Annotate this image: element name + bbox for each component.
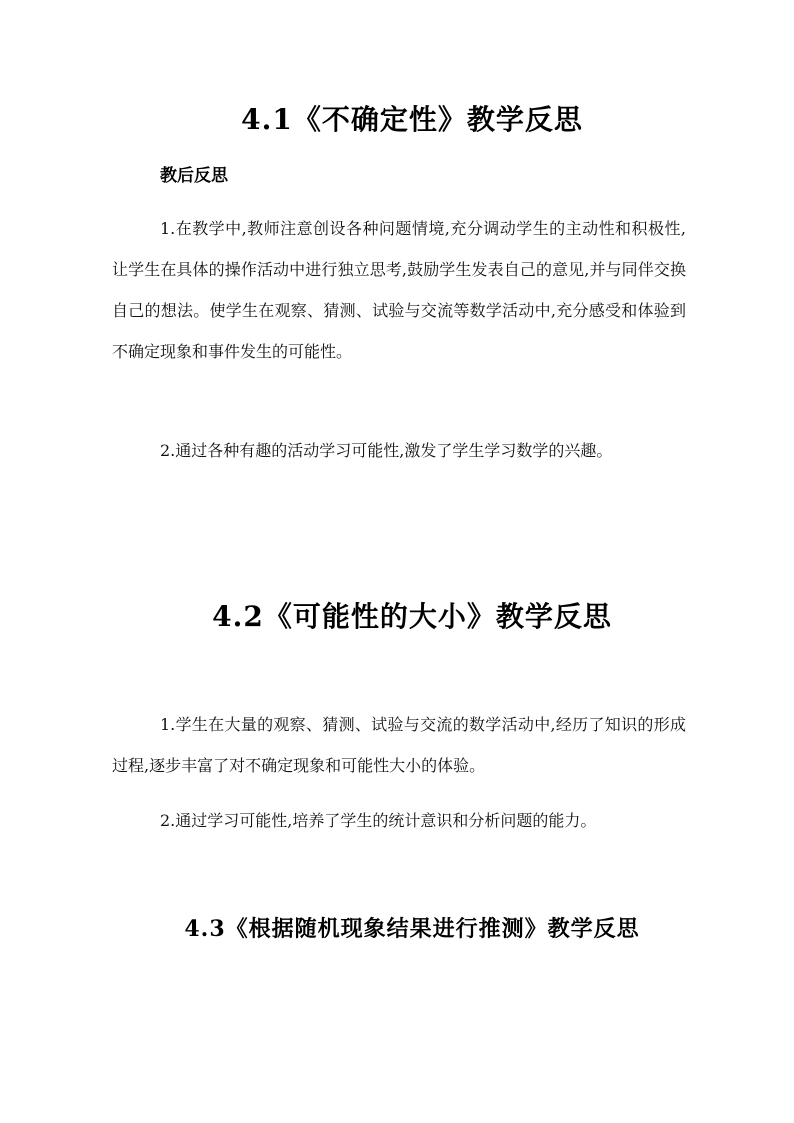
section-1-paragraph-1: 1.在教学中,教师注意创设各种问题情境,充分调动学生的主动性和积极性,让学生在具体的操作活动中进行独立思考,鼓励学生发表自己的意见,并与同伴交换自己的想法。使学生在观察、猜测、试验与交流等数学活动中,充分感受和体验到不确定现象和事件发生的可能性。 bbox=[112, 219, 686, 361]
section-1-title: 4.1《不确定性》教学反思 bbox=[241, 103, 583, 136]
section-2-title: 4.2《可能性的大小》教学反思 bbox=[212, 600, 612, 633]
section-1-subheading: 教后反思 bbox=[160, 166, 228, 186]
section-2-paragraph-1: 1.学生在大量的观察、猜测、试验与交流的数学活动中,经历了知识的形成过程,逐步丰富了对不确定现象和可能性大小的体验。 bbox=[112, 715, 686, 775]
section-1-paragraph-2: 2.通过各种有趣的活动学习可能性,激发了学生学习数学的兴趣。 bbox=[160, 441, 613, 460]
section-2-paragraph-2: 2.通过学习可能性,培养了学生的统计意识和分析问题的能力。 bbox=[160, 811, 597, 830]
section-3-title: 4.3《根据随机现象结果进行推测》教学反思 bbox=[184, 916, 640, 942]
